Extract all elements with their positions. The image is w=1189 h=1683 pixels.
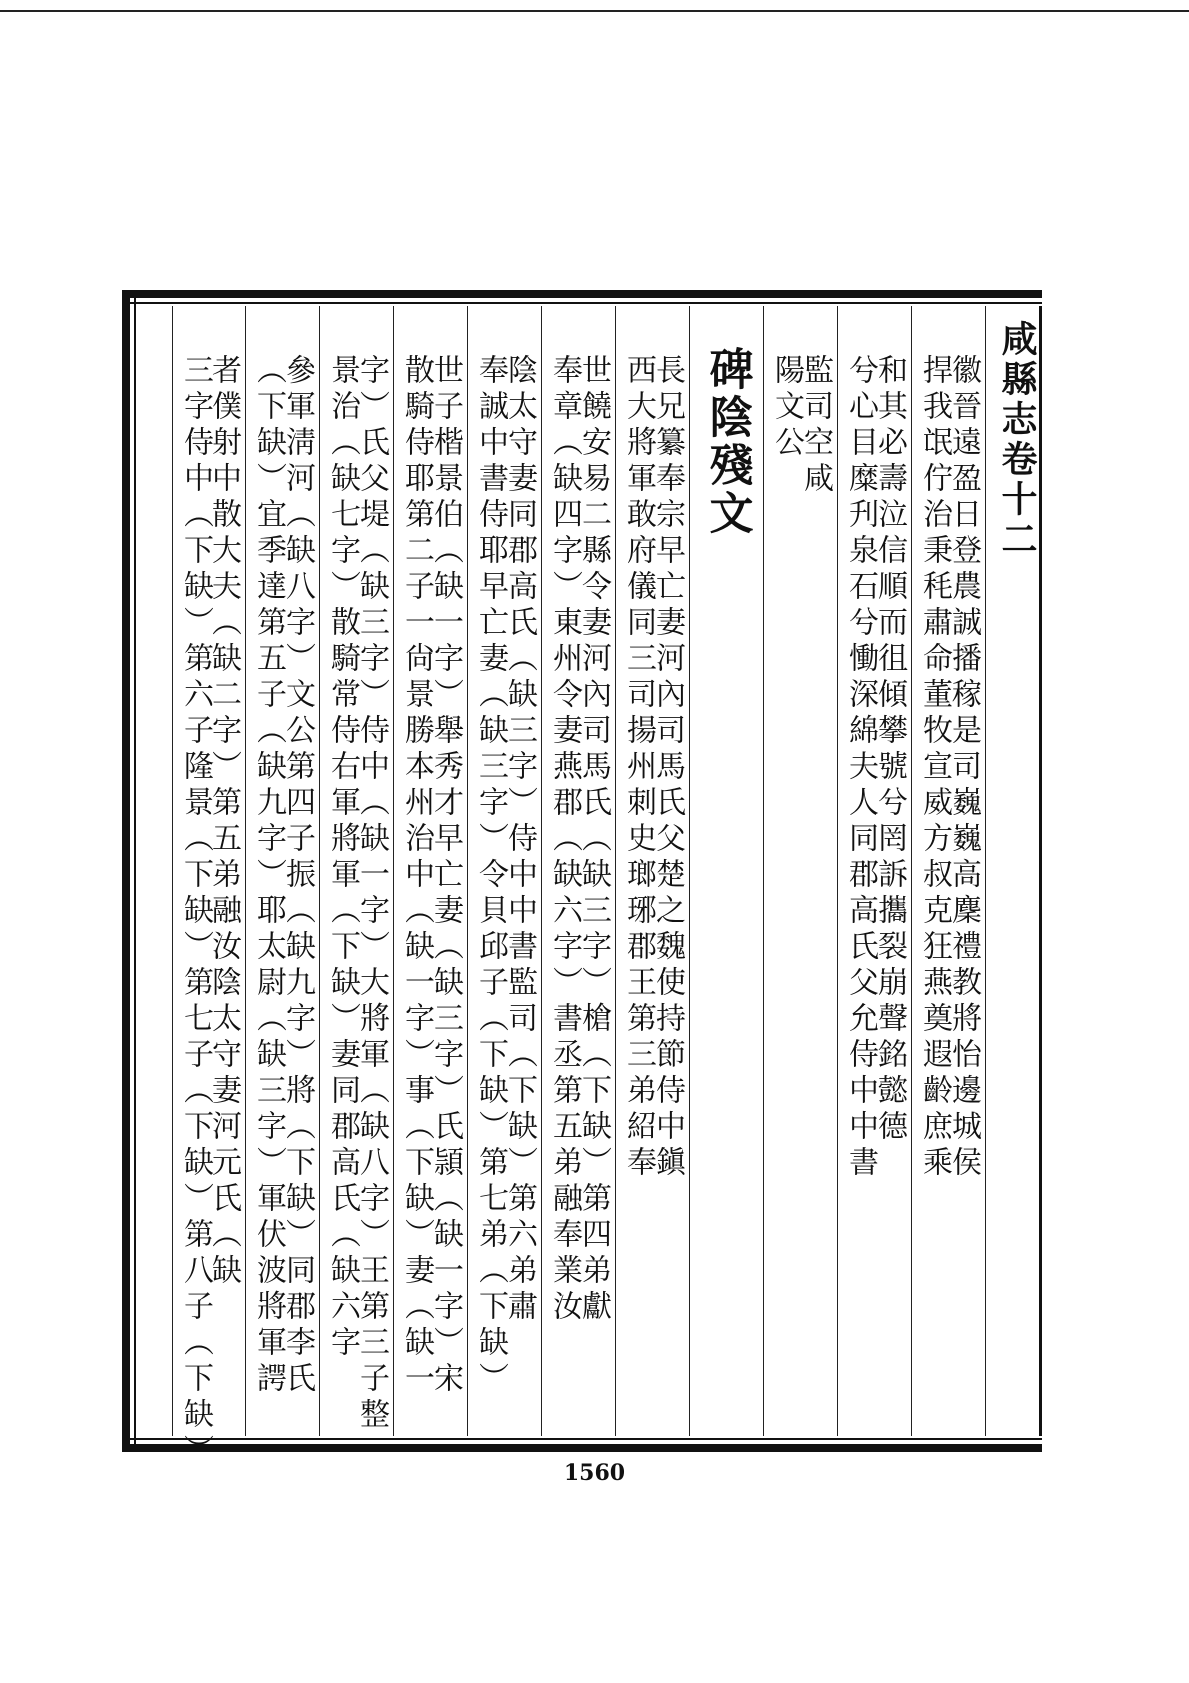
text-line: 世饒安易二縣令妻河內司馬氏（缺三字）槍（下缺）第四弟獻: [576, 354, 611, 1326]
side-title-column: [986, 306, 1042, 1436]
text-columns: [138, 306, 1042, 1470]
text-column-1: [912, 306, 986, 1436]
text-line: 世子楷景伯（缺一字）舉秀才早亡妻（缺三字）氏頴（缺一字）宋: [428, 354, 463, 1398]
top-rule: [0, 10, 1189, 12]
text-line: 陰太守妻同郡高氏（缺三字）侍中中書監司（下缺）第六弟肅: [502, 354, 537, 1326]
text-column-6: [542, 306, 616, 1436]
text-line: 景治（缺七字）散騎常侍右軍將軍（下缺）妻同郡高氏（缺六字: [325, 354, 360, 1362]
text-column-10: [246, 306, 320, 1436]
text-column-11: [172, 306, 246, 1470]
text-line: 字）氏父堤（缺三字）侍中（缺一字）大將軍（缺八字）王第三子整: [354, 354, 389, 1434]
text-line: 兮心目糜刋泉石兮慟深綿夫人同郡高氏父允侍中中書: [843, 354, 878, 1182]
text-line: （下缺）宜季達第五子（缺九字）耶太尉（缺三字）軍伏波將軍諤: [251, 354, 286, 1398]
text-line: 長兄纂奉宗早亡妻河內司馬氏父楚之魏使持節侍中鎭: [650, 354, 685, 1182]
text-line: 監司空咸: [798, 354, 833, 498]
text-column-7: [468, 306, 542, 1436]
text-line: 奉誠中書侍耶早亡妻（缺三字）令貝邱子（下缺）第七弟（下缺）: [473, 354, 508, 1398]
frame-bottom-inner-border: [122, 1438, 1042, 1440]
page-frame: [122, 290, 1042, 1470]
page-number: 1560: [563, 1460, 626, 1486]
text-column-3: [764, 306, 838, 1436]
text-line: 三字侍中（下缺）第六子隆景（下缺）第七子（下缺）第八子（下缺）: [178, 354, 213, 1470]
text-line: 者僕射中散大夫（缺二字）第五弟融汝陰太守妻河元氏（缺: [206, 354, 241, 1290]
frame-top-border: [122, 290, 1042, 298]
text-line: 散騎侍耶第二子一尙景勝本州治中（缺一字）事（下缺）妻（缺一: [399, 354, 434, 1398]
text-line: 西大將軍敢府儀同三司揚州刺史瑯琊郡王第三弟紹奉: [621, 354, 656, 1182]
text-column-5: [616, 306, 690, 1436]
section-title-column: [690, 306, 764, 1436]
text-line: 徽晉遠盈日登農誠播稼是司巍巍高麇禮教將怡邊城侯: [946, 354, 981, 1182]
frame-top-inner-border: [122, 302, 1042, 304]
text-line: 參軍淸河（缺八字）文公第四子振（缺九字）將（下缺）同郡李氏: [280, 354, 315, 1398]
section-title: 碑陰殘文: [701, 346, 753, 538]
text-line: 陽文公: [769, 354, 804, 462]
text-line: 和其必壽泣信順而徂傾攀號兮罔訴攜裂崩聲銘懿德: [872, 354, 907, 1146]
text-line: 捍我氓佇治秉秏肅命董牧宣威方叔克狂燕奠遐齡庶乘: [917, 354, 952, 1182]
side-title: 咸縣志卷十二: [996, 320, 1038, 560]
frame-bottom-border: [122, 1444, 1042, 1452]
text-column-9: [320, 306, 394, 1436]
text-column-8: [394, 306, 468, 1436]
text-column-2: [838, 306, 912, 1436]
text-line: 奉章（缺四字）東州令妻燕郡（缺六字）書丞第五弟融奉業汝: [547, 354, 582, 1326]
frame-left-inner-border: [134, 290, 136, 1452]
frame-left-border: [122, 290, 130, 1452]
